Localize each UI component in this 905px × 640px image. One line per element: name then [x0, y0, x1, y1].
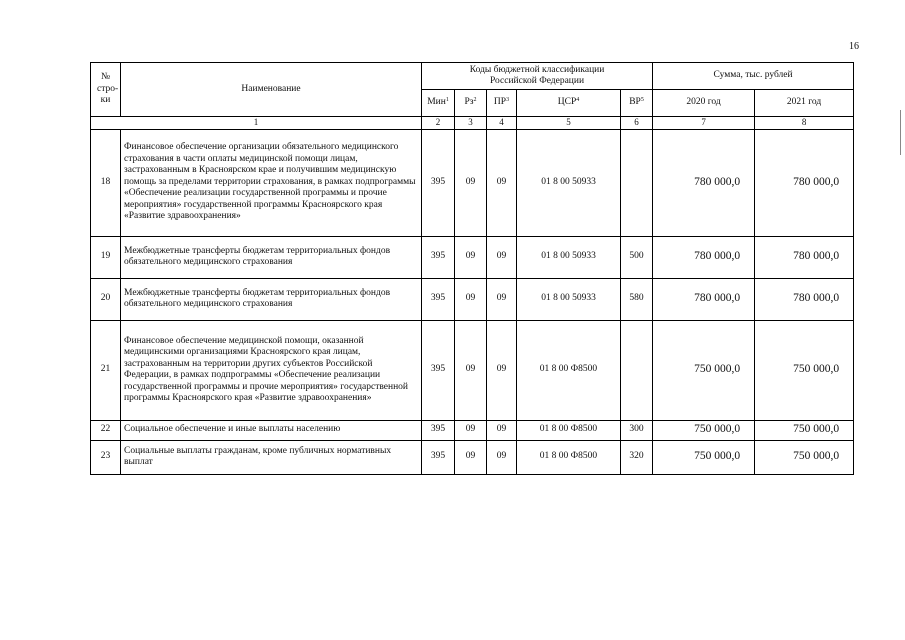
row-amount-2021: 780 000,0	[755, 278, 854, 320]
row-name: Финансовое обеспечение организации обязательного медицинского страхования в части оплаты медицинской помощи лицам, застрахованным в Красноярском крае и получившим медицинскую помощь за пределами территории страхования, в рамках подпрограммы «Обеспечение реализации государственной программы и прочие мероприятия» государственной программы Красноярского края «Развитие здравоохранения»	[121, 129, 422, 236]
row-min: 395	[422, 320, 455, 420]
header-pr: $ПР^3$	[487, 90, 517, 117]
row-amount-2021: 750 000,0	[755, 440, 854, 474]
row-csr: 01 8 00 Ф8500	[517, 320, 621, 420]
table-row	[91, 129, 854, 236]
row-vr: 300	[621, 420, 653, 440]
row-pr: 09	[487, 236, 517, 278]
header-csr: ЦСР$^4$	[517, 90, 621, 117]
row-csr: 01 8 00 50933	[517, 236, 621, 278]
header-sum-group: Сумма, тыс. рублей	[653, 63, 854, 90]
column-number: 2	[422, 117, 455, 130]
row-number: 20	[91, 278, 121, 320]
row-amount-2020: 780 000,0	[653, 129, 755, 236]
table-row	[91, 440, 854, 474]
header-2021: 2021 год	[755, 90, 854, 117]
row-amount-2020: 750 000,0	[653, 440, 755, 474]
column-number: 8	[755, 117, 854, 130]
row-rz: 09	[455, 440, 487, 474]
row-csr: 01 8 00 Ф8500	[517, 420, 621, 440]
column-number: 5	[517, 117, 621, 130]
row-min: 395	[422, 129, 455, 236]
header-2020: 2020 год	[653, 90, 755, 117]
row-min: 395	[422, 420, 455, 440]
row-amount-2020: 780 000,0	[653, 278, 755, 320]
header-rz: $Рз^2$	[455, 90, 487, 117]
column-number: 3	[455, 117, 487, 130]
row-rz: 09	[455, 320, 487, 420]
row-vr	[621, 129, 653, 236]
row-rz: 09	[455, 420, 487, 440]
row-amount-2020: 780 000,0	[653, 236, 755, 278]
row-pr: 09	[487, 320, 517, 420]
row-name: Финансовое обеспечение медицинской помощи, оказанной медицинскими организациями Красноярского края лицам, застрахованным на территории других субъектов Российской Федерации, в рамках подпрограммы «Обеспечение реализации государственной программы и прочие мероприятия» государственной программы Красноярского края «Развитие здравоохранения»	[121, 320, 422, 420]
row-number: 21	[91, 320, 121, 420]
row-rz: 09	[455, 129, 487, 236]
row-pr: 09	[487, 129, 517, 236]
header-codes-group: Коды бюджетной классификации Российской Федерации	[422, 63, 653, 90]
row-csr: 01 8 00 50933	[517, 278, 621, 320]
budget-table	[90, 62, 854, 475]
row-vr	[621, 320, 653, 420]
row-pr: 09	[487, 420, 517, 440]
column-number: 1	[91, 117, 422, 130]
row-name: Социальные выплаты гражданам, кроме публичных нормативных выплат	[121, 440, 422, 474]
row-min: 395	[422, 440, 455, 474]
row-vr: 320	[621, 440, 653, 474]
column-number: 7	[653, 117, 755, 130]
table-row	[91, 236, 854, 278]
row-number: 22	[91, 420, 121, 440]
row-name: Межбюджетные трансферты бюджетам территориальных фондов обязательного медицинского страхования	[121, 236, 422, 278]
row-number: 23	[91, 440, 121, 474]
row-pr: 09	[487, 440, 517, 474]
row-amount-2021: 780 000,0	[755, 236, 854, 278]
row-min: 395	[422, 236, 455, 278]
row-rz: 09	[455, 236, 487, 278]
row-amount-2020: 750 000,0	[653, 320, 755, 420]
column-number: 4	[487, 117, 517, 130]
row-amount-2021: 780 000,0	[755, 129, 854, 236]
row-min: 395	[422, 278, 455, 320]
row-csr: 01 8 00 50933	[517, 129, 621, 236]
header-vr: $ВР^5$	[621, 90, 653, 117]
row-vr: 580	[621, 278, 653, 320]
row-csr: 01 8 00 Ф8500	[517, 440, 621, 474]
page-number: 16	[849, 41, 859, 52]
row-amount-2021: 750 000,0	[755, 420, 854, 440]
scan-edge-line	[900, 110, 901, 155]
header-name: Наименование	[121, 63, 422, 117]
row-rz: 09	[455, 278, 487, 320]
table-row	[91, 278, 854, 320]
row-name: Межбюджетные трансферты бюджетам территориальных фондов обязательного медицинского страхования	[121, 278, 422, 320]
row-amount-2021: 750 000,0	[755, 320, 854, 420]
row-name: Социальное обеспечение и иные выплаты населению	[121, 420, 422, 440]
column-number: 6	[621, 117, 653, 130]
table-row	[91, 320, 854, 420]
row-number: 18	[91, 129, 121, 236]
row-amount-2020: 750 000,0	[653, 420, 755, 440]
header-row-no: № стро-ки	[91, 63, 121, 117]
header-min: Мин$^1$	[422, 90, 455, 117]
row-vr: 500	[621, 236, 653, 278]
row-pr: 09	[487, 278, 517, 320]
row-number: 19	[91, 236, 121, 278]
table-row	[91, 420, 854, 440]
